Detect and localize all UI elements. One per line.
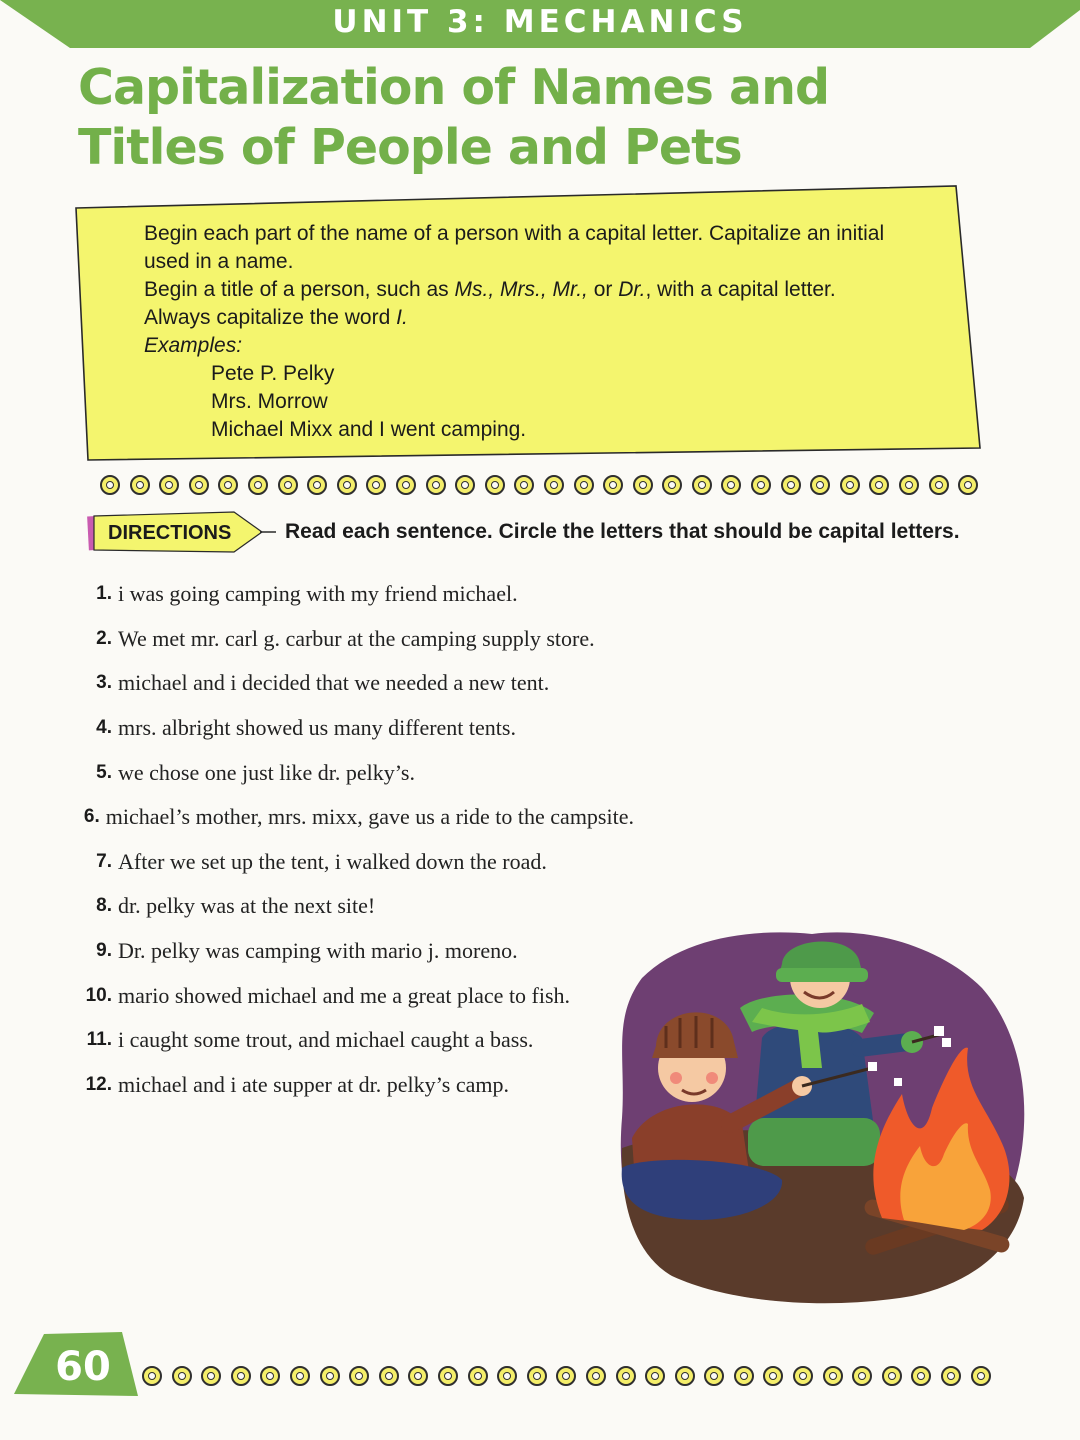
ring-icon: [290, 1366, 310, 1386]
campfire-illustration: [612, 918, 1032, 1310]
sentence-text[interactable]: i caught some trout, and michael caught a bass.: [118, 1027, 534, 1053]
ring-icon: [763, 1366, 783, 1386]
ring-icon: [260, 1366, 280, 1386]
directions-text: Read each sentence. Circle the letters that should be capital letters.: [285, 520, 960, 543]
ring-icon: [130, 475, 150, 495]
ring-icon: [379, 1366, 399, 1386]
sentence-item: [74, 706, 634, 751]
ring-icon: [781, 475, 801, 495]
unit-title: UNIT 3: MECHANICS: [332, 4, 748, 40]
sentence-number: 4.: [96, 717, 112, 739]
directions-label: DIRECTIONS: [108, 522, 232, 544]
sentence-item: [74, 884, 634, 929]
ring-icon: [958, 475, 978, 495]
page-number: 60: [55, 1344, 111, 1390]
sentence-number: 3.: [96, 672, 112, 694]
sentence-list: [74, 572, 634, 1107]
ring-icon: [189, 475, 209, 495]
ring-icon: [349, 1366, 369, 1386]
ring-icon: [544, 475, 564, 495]
example-3: Michael Mixx and I went camping.: [211, 418, 527, 441]
sentence-item: [74, 572, 634, 617]
ring-icon: [971, 1366, 991, 1386]
sentence-text[interactable]: mario showed michael and me a great place to fish.: [118, 982, 571, 1008]
rule-or: or: [587, 278, 619, 301]
example-1: Pete P. Pelky: [211, 362, 335, 385]
ring-icon: [675, 1366, 695, 1386]
sentence-item: [74, 750, 634, 795]
sentence-item: [74, 661, 634, 706]
sentence-number: 6.: [83, 806, 100, 828]
rule-line-2: used in a name.: [144, 250, 294, 273]
unit-banner: [0, 0, 1080, 48]
ring-icon: [603, 475, 623, 495]
ring-icon: [159, 475, 179, 495]
examples-label: [144, 332, 934, 360]
sentence-number: 8.: [96, 895, 112, 917]
lesson-title-line1: Capitalization of Names and: [78, 59, 830, 116]
ring-icon: [823, 1366, 843, 1386]
sentence-number: 9.: [96, 940, 112, 962]
ring-icon: [218, 475, 238, 495]
ring-icon: [840, 475, 860, 495]
examples-label-text: Examples:: [144, 334, 243, 357]
ring-icon: [929, 475, 949, 495]
ring-icon: [231, 1366, 251, 1386]
ring-icon: [337, 475, 357, 495]
sentence-text[interactable]: we chose one just like dr. pelky’s.: [118, 759, 415, 785]
sentence-item: [74, 795, 634, 840]
ring-icon: [692, 475, 712, 495]
sentence-number: 10.: [85, 984, 112, 1006]
ring-icon: [278, 475, 298, 495]
rule-line-1: Begin each part of the name of a person with a capital letter. Capitalize an initial: [144, 222, 885, 245]
ring-icon: [633, 475, 653, 495]
ring-icon: [485, 475, 505, 495]
ring-icon: [734, 1366, 754, 1386]
ring-icon: [100, 475, 120, 495]
ring-icon: [172, 1366, 192, 1386]
ring-icon: [574, 475, 594, 495]
sentence-item: [74, 973, 634, 1018]
sentence-item: [74, 617, 634, 662]
ring-icon: [662, 475, 682, 495]
ring-icon: [645, 1366, 665, 1386]
ring-icon: [527, 1366, 547, 1386]
sentence-item: [74, 929, 634, 974]
ring-icon: [468, 1366, 488, 1386]
rule-titles: Ms., Mrs., Mr.,: [454, 278, 588, 301]
ring-icon: [869, 475, 889, 495]
sentence-number: 12.: [85, 1073, 112, 1095]
ring-icon: [793, 1366, 813, 1386]
ring-icon: [941, 1366, 961, 1386]
ring-icon: [704, 1366, 724, 1386]
ring-icon: [586, 1366, 606, 1386]
ring-icon: [396, 475, 416, 495]
ring-icon: [201, 1366, 221, 1386]
rule-text: [144, 220, 934, 444]
ring-icon: [366, 475, 386, 495]
ring-icon: [320, 1366, 340, 1386]
sentence-number: 1.: [96, 583, 112, 605]
sentence-number: 7.: [96, 850, 112, 872]
decorative-rings-bottom: [142, 1366, 1000, 1386]
ring-icon: [307, 475, 327, 495]
sentence-text[interactable]: michael and i decided that we needed a new tent.: [118, 670, 550, 696]
sentence-text[interactable]: Dr. pelky was camping with mario j. moreno.: [118, 938, 518, 964]
sentence-item: [74, 840, 634, 885]
sentence-number: 11.: [86, 1029, 112, 1051]
sentence-item: [74, 1018, 634, 1063]
rule-line-4-start: Always capitalize the word: [144, 306, 397, 329]
lesson-title: [78, 58, 829, 178]
rule-word-i: I.: [396, 306, 408, 329]
ring-icon: [455, 475, 475, 495]
ring-icon: [882, 1366, 902, 1386]
lesson-title-line2: Titles of People and Pets: [78, 119, 742, 176]
ring-icon: [751, 475, 771, 495]
ring-icon: [438, 1366, 458, 1386]
ring-icon: [248, 475, 268, 495]
example-2: Mrs. Morrow: [211, 390, 328, 413]
ring-icon: [721, 475, 741, 495]
sentence-number: 2.: [96, 627, 112, 649]
ring-icon: [899, 475, 919, 495]
rule-line-3: [144, 276, 934, 304]
sentence-number: 5.: [96, 761, 112, 783]
decorative-rings-top: [100, 475, 988, 495]
ring-icon: [408, 1366, 428, 1386]
ring-icon: [810, 475, 830, 495]
sentence-text[interactable]: michael and i ate supper at dr. pelky’s camp.: [118, 1071, 509, 1097]
rule-dr: Dr.: [618, 278, 646, 301]
sentence-text[interactable]: We met mr. carl g. carbur at the camping supply store.: [118, 625, 595, 651]
rule-line-4: [144, 304, 934, 332]
sentence-text[interactable]: mrs. albright showed us many different tents.: [118, 715, 516, 741]
ring-icon: [852, 1366, 872, 1386]
ring-icon: [426, 475, 446, 495]
sentence-text[interactable]: michael’s mother, mrs. mixx, gave us a ride to the campsite.: [105, 804, 634, 830]
ring-icon: [497, 1366, 517, 1386]
rule-line-3-start: Begin a title of a person, such as: [144, 278, 455, 301]
sentence-item: [74, 1063, 634, 1108]
sentence-text[interactable]: i was going camping with my friend michael.: [118, 581, 518, 607]
ring-icon: [514, 475, 534, 495]
ring-icon: [616, 1366, 636, 1386]
sentence-text[interactable]: After we set up the tent, i walked down the road.: [118, 848, 547, 874]
ring-icon: [911, 1366, 931, 1386]
sentence-text[interactable]: dr. pelky was at the next site!: [118, 893, 376, 919]
ring-icon: [142, 1366, 162, 1386]
ring-icon: [556, 1366, 576, 1386]
rule-line-3-end: , with a capital letter.: [645, 278, 836, 301]
